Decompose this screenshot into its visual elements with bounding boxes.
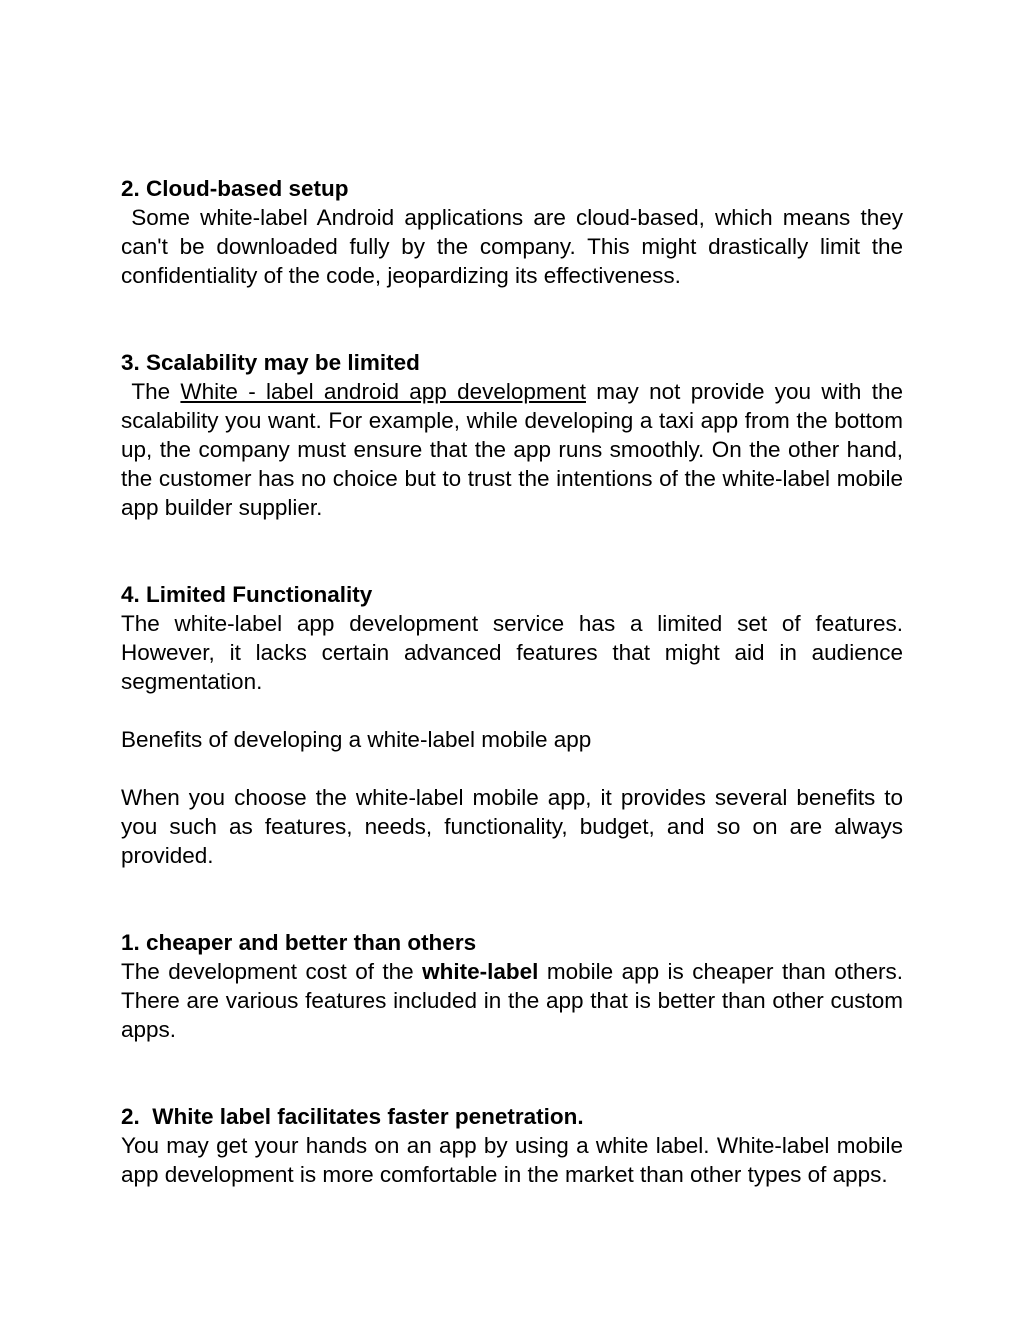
section-heading: 1. cheaper and better than others xyxy=(121,930,477,955)
benefits-title: Benefits of developing a white-label mobile app xyxy=(121,727,592,752)
section-heading: 3. Scalability may be limited xyxy=(121,350,420,375)
section-body xyxy=(121,957,903,1044)
body-prefix: The development cost of the xyxy=(121,959,423,984)
benefits-intro: When you choose the white-label mobile app, it provides several benefits to you such as features, needs, functionality, budget, and so on are always provided. xyxy=(121,785,903,868)
section-scalability xyxy=(121,348,910,522)
section-heading: 4. Limited Functionality xyxy=(121,582,373,607)
benefit-faster-penetration xyxy=(121,1102,903,1189)
body-suffix: mobile app is cheaper than others. There are various features included in the app that is better than other custom apps. xyxy=(121,959,904,1042)
body-bold: white-label xyxy=(422,959,539,984)
section-body: Some white-label Android applications are cloud-based, which means they can't be downloaded fully by the company. This might drastically limit the confidentiality of the code, jeopardizing its effectiveness. xyxy=(121,205,910,288)
section-body: You may get your hands on an app by using a white label. White-label mobile app development is more comfortable in the market than other types of apps. xyxy=(121,1133,903,1187)
section-limited-functionality xyxy=(121,580,903,696)
document-page xyxy=(121,174,910,1189)
white-label-android-link[interactable]: White - label android app development xyxy=(180,379,586,404)
section-body xyxy=(121,377,910,522)
section-heading: 2. White label facilitates faster penetration. xyxy=(121,1104,584,1129)
benefit-cheaper xyxy=(121,928,903,1044)
body-suffix: may not provide you with the scalability you want. For example, while developing a taxi app from the bottom up, the company must ensure that the app runs smoothly. On the other hand, the customer has no choice but to trust the intentions of the white-label mobile app builder supplier. xyxy=(121,379,910,520)
section-cloud-based-setup xyxy=(121,174,910,290)
section-heading: 2. Cloud-based setup xyxy=(121,176,349,201)
section-body: The white-label app development service has a limited set of features. However, it lacks certain advanced features that might aid in audience segmentation. xyxy=(121,611,903,694)
body-prefix: The xyxy=(121,379,181,404)
